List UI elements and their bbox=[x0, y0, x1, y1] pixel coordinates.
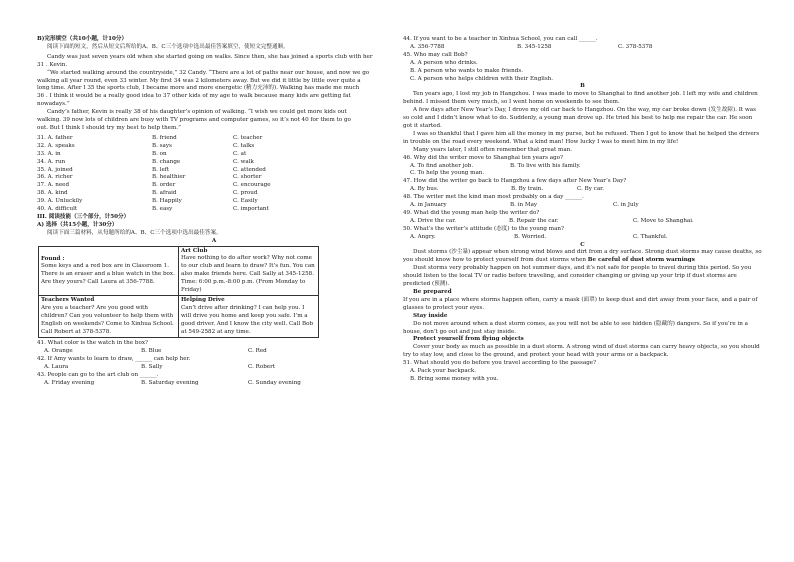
found-body: Some keys and a red box are in Classroom 1. There is an eraser and a blue watch in the box. Are they yours? Call Laura at 356-7788. bbox=[41, 263, 175, 285]
passage-b-paragraph: Ten years ago, I lost my job in Hangzhou. I was made to move to Shanghai to find another job. I left my wife and children behind. I missed them very much, so I went home on weekends to see them. bbox=[403, 91, 758, 106]
option-a: 35. A. joined bbox=[37, 166, 73, 173]
option-c: C. A person who helps children with their English. bbox=[410, 75, 554, 82]
passage-c-subheading: Protect yourself from flying objects bbox=[413, 336, 524, 343]
left-column bbox=[37, 36, 391, 388]
ads-table bbox=[38, 246, 319, 339]
question-50-options bbox=[403, 234, 762, 242]
option-b: B. change bbox=[152, 158, 181, 165]
found-ad bbox=[39, 246, 179, 296]
option-a: 31. A. father bbox=[37, 134, 73, 141]
option-a: A. Friday evening bbox=[44, 379, 95, 386]
option-a: A. in January bbox=[410, 202, 447, 209]
art-title: Art Club bbox=[181, 247, 208, 254]
option-a: 36. A. richer bbox=[37, 174, 73, 181]
option-b: B. healthier bbox=[152, 174, 186, 181]
passage-b-label: B bbox=[580, 83, 585, 90]
question-41: 41. What color is the watch in the box? bbox=[37, 340, 148, 347]
part-a-header: A) 选择（共15小题，计30分） bbox=[37, 221, 118, 228]
option-a: A. By bus. bbox=[410, 186, 439, 193]
option-row bbox=[37, 143, 391, 151]
teachers-body: Are you a teacher? Are you good with children? Can you volunteer to help them with English on weekends? Come to Xinhua School. Call Robert at 378-5378. bbox=[41, 305, 174, 335]
passage-c-subheading: Be careful of dust storm warnings bbox=[587, 257, 695, 264]
option-a: 38. A. kind bbox=[37, 190, 68, 197]
question-51: 51. What should you do before you travel according to the passage? bbox=[403, 360, 597, 367]
question-48: 48. The writer met the kind man most probably on a day ______. bbox=[403, 194, 584, 201]
option-b: B. Worried. bbox=[514, 233, 547, 240]
option-c: C. attended bbox=[233, 166, 266, 173]
option-b: B. left bbox=[152, 166, 170, 173]
passage-line: Candy was just seven years old when she started going on walks. Since then, she has joined a sports club with her bbox=[47, 53, 373, 60]
passage-c-paragraph: Do not move around when a dust storm comes, as you will not be able to see hidden (隐藏的) dangers. So if you’re in a house, don’t go out and just stay inside. bbox=[403, 320, 748, 335]
cloze-instruction: 阅读下面的短文，然后从短文后所给的A、B、C三个选项中选出最佳答案填空，使短文完整通顺。 bbox=[47, 43, 289, 50]
option-c: C. walk bbox=[233, 158, 254, 165]
option-a: 32. A. speaks bbox=[37, 142, 75, 149]
option-row bbox=[37, 198, 391, 206]
passage-line: out. But I think I should try my best to help them.” bbox=[37, 124, 181, 131]
option-a: A. Pack your backpack. bbox=[410, 368, 476, 375]
option-b: B. Repair the car. bbox=[509, 217, 559, 224]
question-44-options bbox=[403, 44, 762, 52]
option-b: B. By train. bbox=[511, 186, 544, 193]
option-b: B. To live with his family. bbox=[510, 162, 581, 169]
art-club-ad bbox=[179, 246, 319, 296]
option-b: B. says bbox=[152, 142, 172, 149]
passage-line: 31 . Kevin. bbox=[37, 61, 68, 68]
option-c: C. Red bbox=[248, 348, 267, 355]
question-47-options bbox=[403, 186, 762, 194]
cloze-options bbox=[37, 135, 391, 214]
passage-c-paragraph: If you are in a place where storms happen often, carry a mask (面罩) to keep dust and dirt away from your face, and a pair of glasses to protect your eyes. bbox=[403, 296, 758, 311]
passage-c-text: Dust storms (沙尘暴) appear when strong wind blows and dirt from a dry surface. Strong dust storms may cause deaths, so you should know how to protect yourself from dust storms when bbox=[403, 249, 762, 264]
option-a: 40. A. difficult bbox=[37, 206, 78, 213]
option-b: B. Blue bbox=[141, 348, 162, 355]
option-a: 34. A. run bbox=[37, 158, 66, 165]
passage-line: “We started walking around the countryside,” 32 Candy. “There are a lot of paths near our house, and now we go bbox=[47, 69, 370, 76]
question-48-options bbox=[403, 202, 762, 210]
option-c: C. talks bbox=[233, 142, 255, 149]
option-c: C. proud bbox=[233, 190, 258, 197]
part-a-instruction: 阅读下面三篇材料，从每题所给的A、B、C三个选项中选出最佳答案。 bbox=[47, 229, 222, 236]
option-b: B. Happily bbox=[152, 198, 182, 205]
option-a: 33. A. in bbox=[37, 150, 61, 157]
option-c: C. Sunday evening bbox=[248, 379, 301, 386]
passage-b-paragraph: Many years later, I still often remember that great man. bbox=[413, 146, 573, 153]
found-title: Found : bbox=[41, 255, 65, 262]
option-a: A. To find another job. bbox=[410, 162, 474, 169]
passage-c-paragraph: Cover your body as much as possible in a dust storm. A strong wind of dust storms can carry heavy objects, so you should try to stay low, and close to the ground, and protect your head with your arms or a backpack. bbox=[403, 344, 760, 359]
option-b: B. Bring some money with you. bbox=[410, 375, 499, 382]
option-row bbox=[37, 159, 391, 167]
option-c: C. Thankful. bbox=[633, 233, 668, 240]
option-c: C. Move to Shanghai. bbox=[633, 217, 694, 224]
option-c: C. To help the young man. bbox=[410, 170, 485, 177]
option-row bbox=[37, 206, 391, 214]
option-a: 39. A. Unluckily bbox=[37, 198, 83, 205]
option-c: C. 378-5378 bbox=[618, 43, 653, 50]
reading-header: III. 阅读技能（三个部分，计50分） bbox=[37, 213, 130, 220]
option-c: C. encourage bbox=[233, 182, 271, 189]
option-c: C. Easily bbox=[233, 198, 258, 205]
passage-line: 36 . I think it would be a really good idea to 37 other kids of my age to walk because many kids are getting fat bbox=[37, 93, 351, 100]
option-row bbox=[37, 167, 391, 175]
question-43: 43. People can go to the art club on ______. bbox=[37, 371, 159, 378]
option-row bbox=[37, 135, 391, 143]
passage-c-subheading: Stay inside bbox=[413, 312, 448, 319]
passage-line: Candy’s father, Kevin is really 38 of his daughter’s opinion of walking. “I wish we could get more kids out bbox=[47, 109, 347, 116]
question-50: 50. What’s the writer’s attitude (态度) to the young man? bbox=[403, 225, 565, 232]
teachers-title: Teachers Wanted bbox=[41, 297, 95, 304]
passage-c-intro bbox=[403, 249, 762, 265]
option-b: B. friend bbox=[152, 134, 177, 141]
passage-b-paragraph: I was so thankful that I gave him all the money in my purse, but he refused. Then I got to know that he helped the drivers in trouble on the road every weekend. What a kind man! How lucky I was to meet him in my life! bbox=[403, 130, 760, 145]
option-b: B. order bbox=[152, 182, 176, 189]
option-b: B. on bbox=[152, 150, 167, 157]
option-b: B. 345-1258 bbox=[517, 43, 552, 50]
question-43-options bbox=[37, 380, 391, 388]
question-41-options bbox=[37, 348, 391, 356]
option-c: C. in July bbox=[613, 202, 639, 209]
option-c: C. at bbox=[233, 150, 247, 157]
option-b: B. Sally bbox=[141, 364, 163, 371]
question-49: 49. What did the young man help the writer do? bbox=[403, 209, 540, 216]
option-row bbox=[37, 190, 391, 198]
question-49-options bbox=[403, 218, 762, 226]
option-c: C. important bbox=[233, 206, 269, 213]
option-a: A. A person who drinks. bbox=[410, 59, 478, 66]
cloze-passage bbox=[37, 54, 391, 133]
question-46-options bbox=[403, 163, 762, 171]
question-45: 45. Who may call Bob? bbox=[403, 51, 468, 58]
cloze-header: B)完形填空（共10小题，计10分） bbox=[37, 36, 128, 42]
question-46: 46. Why did the writer move to Shanghai ten years ago? bbox=[403, 154, 564, 161]
option-c: C. Robert bbox=[248, 364, 276, 371]
option-b: B. easy bbox=[152, 206, 173, 213]
driving-title: Helping Drive bbox=[181, 297, 225, 304]
passage-a-label: A bbox=[211, 237, 217, 244]
option-c: C. By car. bbox=[577, 186, 604, 193]
question-47: 47. How did the writer go back to Hangzhou a few days after New Year’s Day? bbox=[403, 178, 627, 185]
passage-c-paragraph: Dust storms very probably happen on hot summer days, and it’s not safe for people to travel during this period. So you should listen to the local TV or radio before traveling, and consider changing or giving up your trip if dust storms are predicted (预测). bbox=[403, 265, 752, 288]
driving-ad bbox=[179, 296, 319, 338]
option-c: C. shorter bbox=[233, 174, 262, 181]
option-a: A. Laura bbox=[44, 364, 69, 371]
right-column bbox=[403, 36, 762, 384]
question-42-options bbox=[37, 364, 391, 372]
option-b: B. afraid bbox=[152, 190, 177, 197]
passage-line: walking all year round, even 33 winter. My first 34 was 2 kilometers away. But we did it little by little over quite a bbox=[37, 77, 361, 84]
option-b: B. Saturday evening bbox=[141, 379, 199, 386]
option-a: A. Angry. bbox=[410, 233, 436, 240]
option-c: C. teacher bbox=[233, 134, 263, 141]
passage-c-label: C bbox=[580, 241, 585, 248]
question-42: 42. If Amy wants to learn to draw, ______ can help her. bbox=[37, 356, 191, 363]
option-row bbox=[37, 182, 391, 190]
option-a: A. 356-7788 bbox=[410, 43, 445, 50]
passage-line: long time. After I 35 the sports club, I became more and more energetic (精力充沛的). Walking has made me much bbox=[37, 85, 360, 92]
option-a: A. Drive the car. bbox=[410, 217, 457, 224]
passage-c-subheading: Be prepared bbox=[413, 289, 452, 295]
option-b: B. A person who wants to make friends. bbox=[410, 67, 524, 74]
option-a: A. Orange bbox=[44, 348, 73, 355]
art-body: Have nothing to do after work? Why not come to our club and learn to draw? It’s fun. You can also make friends here. Call Sally at 345-1258. Time: 6:00 p.m.-8:00 p.m. (From Monday to Friday) bbox=[181, 255, 315, 293]
question-44: 44. If you want to be a teacher in Xinhua School, you can call ______. bbox=[403, 36, 598, 42]
option-b: B. in May bbox=[510, 202, 538, 209]
passage-line: nowadays.” bbox=[37, 101, 70, 108]
driving-body: Can’t drive after drinking? I can help you. I will drive you home and keep you safe. I’m a good driver. And I know the city well. Call Bob at 549-2582 at any time. bbox=[181, 305, 314, 335]
option-a: 37. A. need bbox=[37, 182, 70, 189]
passage-line: walking. 39 now lots of children are busy with TV programs and computer games, so it’s not 40 for them to go bbox=[37, 117, 351, 124]
option-row bbox=[37, 151, 391, 159]
passage-b-paragraph: A few days after New Year’s Day, I drove my old car back to Hangzhou. On the way, my car broke down (发生故障). It was so cold and I didn’t know what to do. Suddenly, a young man drove up. He tried his best to help me repair the car. He soon got it started. bbox=[403, 107, 756, 129]
option-row bbox=[37, 174, 391, 182]
teachers-ad bbox=[39, 296, 179, 338]
